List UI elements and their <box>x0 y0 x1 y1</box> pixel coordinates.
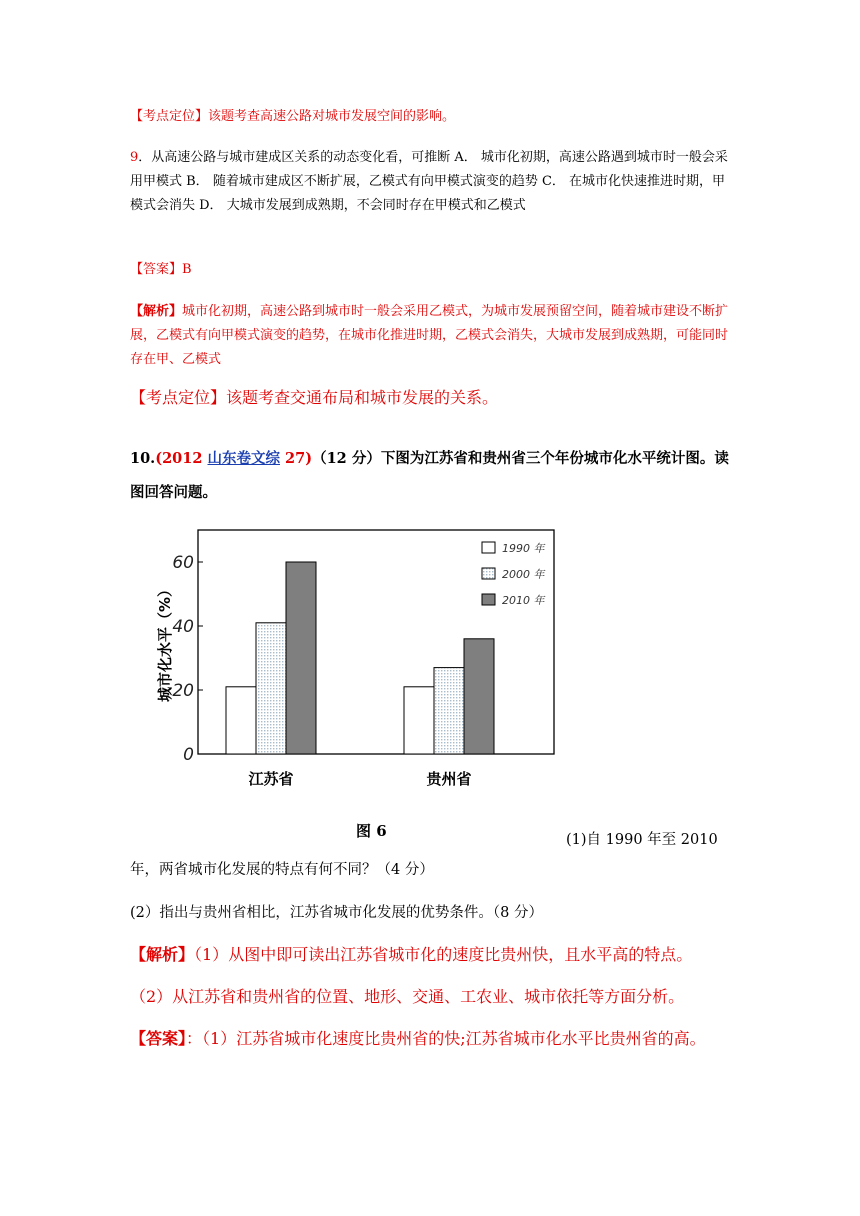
legend-swatch <box>482 568 495 579</box>
analysis-9-label: 【解析】 <box>130 304 183 319</box>
question-9-number: 9 <box>130 150 139 165</box>
exam-point-label: 【考点定位】 <box>130 109 209 124</box>
question-9-text: ．从高速公路与城市建成区关系的动态变化看，可推断 A． 城市化初期，高速公路遇到城市时一般会采用甲模式 B． 随着城市建成区不断扩展，乙模式有向甲模式演变的趋势 C． 在城市化快速推进时期，甲模式会消失 D． 大城市发展到成熟期，不会同时存在甲模式和乙模式 <box>130 150 728 213</box>
answer-10-text: ：（1）江苏省城市化速度比贵州省的快;江苏省城市化水平比贵州省的高。 <box>186 1029 706 1048</box>
answer-10 <box>130 1026 732 1052</box>
bar-3-1 <box>286 562 316 754</box>
y-axis-label: 城市化水平（%） <box>156 581 174 703</box>
category-label: 江苏省 <box>248 770 294 788</box>
legend-label: 1990 年 <box>502 542 545 555</box>
legend-swatch <box>482 594 495 605</box>
source-link[interactable]: 山东卷文综 <box>207 450 280 467</box>
chart-svg <box>150 520 570 800</box>
question-10-text: （12 分）下图为江苏省和贵州省三个年份城市化水平统计图。读图回答问题。 <box>130 450 729 501</box>
source-open: (2012 <box>155 450 208 467</box>
legend-label: 2010 年 <box>502 594 545 607</box>
exam-point-text: 该题考查交通布局和城市发展的关系。 <box>226 388 499 407</box>
analysis-9 <box>130 300 732 372</box>
bar-1-1 <box>226 687 256 754</box>
legend-label: 2000 年 <box>502 568 545 581</box>
analysis-10-line2: （2）从江苏省和贵州省的位置、地形、交通、工农业、城市依托等方面分析。 <box>130 987 685 1006</box>
y-tick-label: 60 <box>172 553 194 573</box>
sub-question-2: (2）指出与贵州省相比，江苏省城市化发展的优势条件。（8 分） <box>130 905 543 921</box>
analysis-9-text: 城市化初期，高速公路到城市时一般会采用乙模式，为城市发展预留空间，随着城市建设不断扩展，乙模式有向甲模式演变的趋势，在城市化推进时期，乙模式会消失，大城市发展到成熟期，可能同时存在甲、乙模式 <box>130 304 729 367</box>
bar-2-2 <box>434 668 464 754</box>
analysis-10-line1 <box>130 942 732 968</box>
question-10 <box>130 442 732 510</box>
exam-point-label: 【考点定位】 <box>130 388 227 407</box>
exam-point-2 <box>130 385 732 411</box>
bar-3-2 <box>464 639 494 754</box>
source-close: 27) <box>280 450 313 467</box>
question-10-number: 10. <box>130 450 156 467</box>
y-tick-label: 40 <box>172 617 194 637</box>
exam-point-text: 该题考查高速公路对城市发展空间的影响。 <box>208 109 456 124</box>
answer-10-label: 【答案】 <box>130 1029 187 1048</box>
answer-9: 【答案】B <box>130 262 192 277</box>
question-9 <box>130 146 732 218</box>
figure-caption: 图 6 <box>356 822 387 840</box>
exam-point-1 <box>130 105 732 129</box>
bar-1-2 <box>404 687 434 754</box>
analysis-10-label: 【解析】 <box>130 945 195 964</box>
y-tick-label: 0 <box>183 745 194 765</box>
urbanization-chart <box>150 520 570 800</box>
category-label: 贵州省 <box>426 770 472 788</box>
analysis-10-text1: （1）从图中即可读出江苏省城市化的速度比贵州快，且水平高的特点。 <box>194 945 693 964</box>
y-tick-label: 20 <box>172 681 194 701</box>
sub-question-1: (1)自 1990 年至 2010 年，两省城市化发展的特点有何不同？（4 分） <box>130 832 718 878</box>
legend-swatch <box>482 542 495 553</box>
bar-2-1 <box>256 623 286 754</box>
